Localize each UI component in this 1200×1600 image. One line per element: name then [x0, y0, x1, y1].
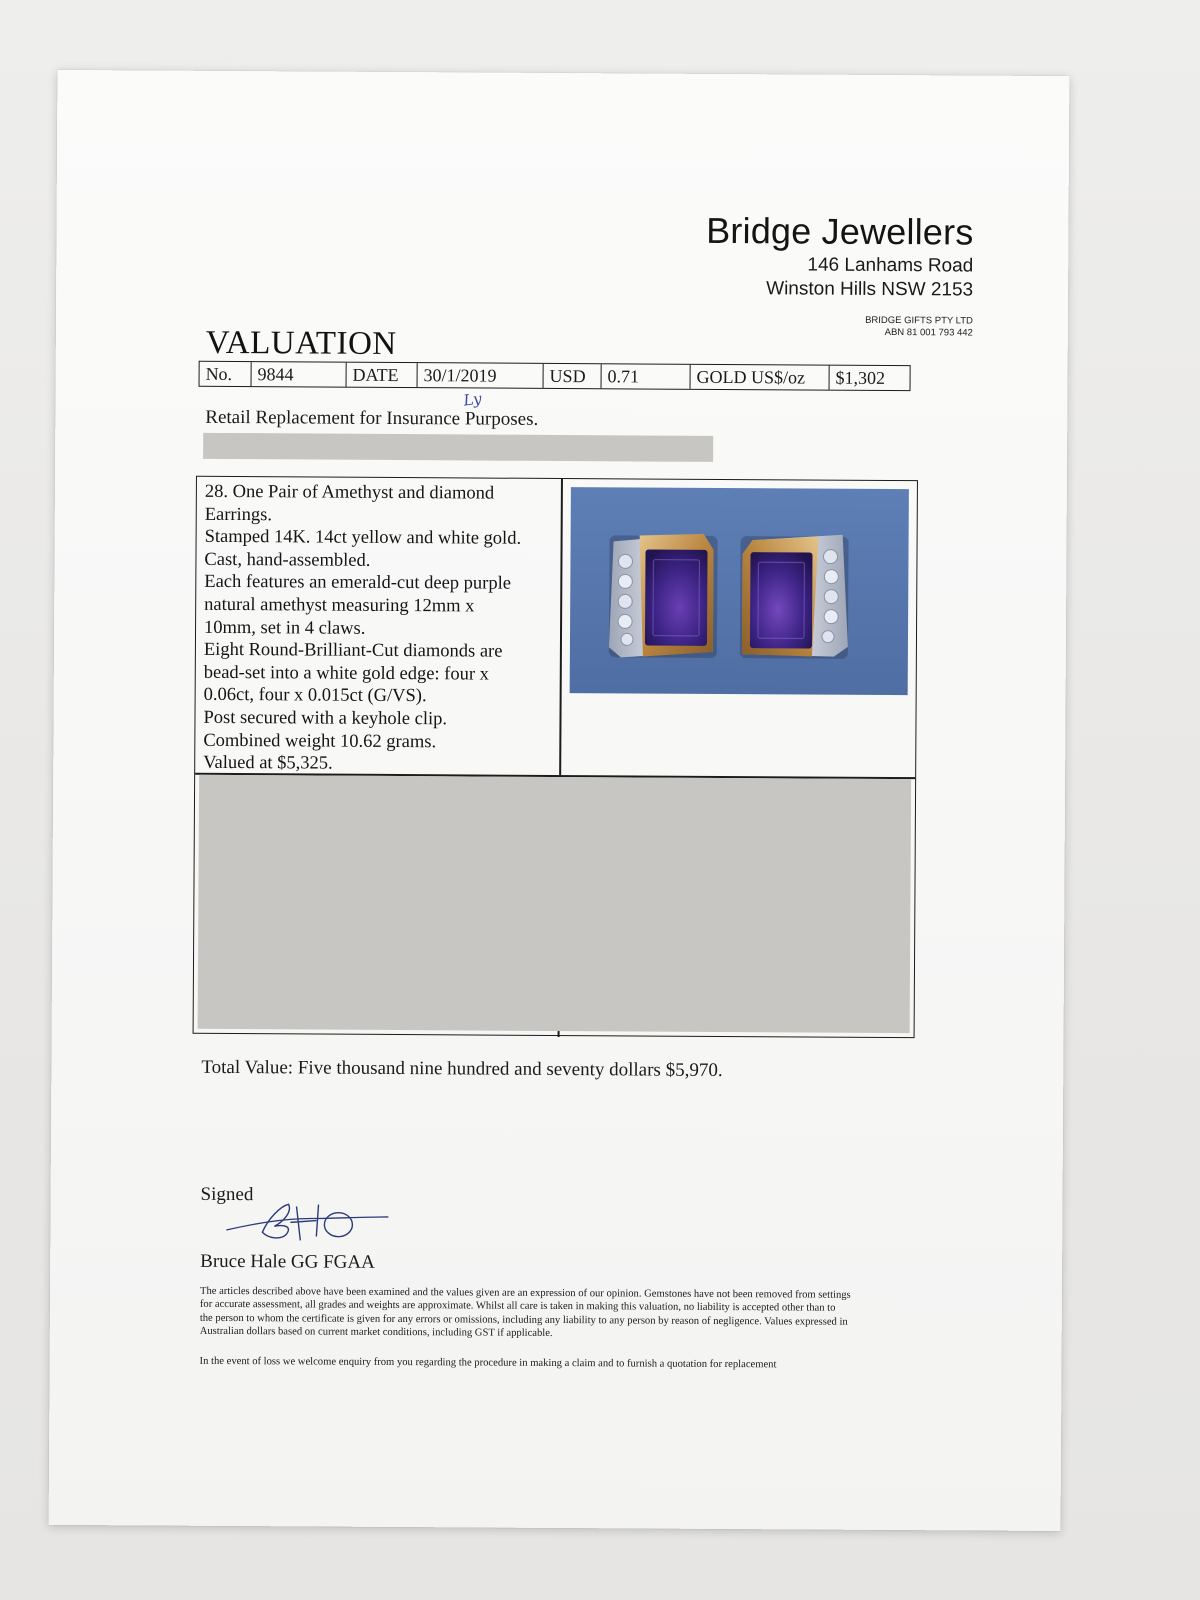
description-line: Post secured with a keyhole clip.: [203, 707, 448, 730]
handwritten-initials: Ly: [462, 389, 483, 410]
signer-name: Bruce Hale GG FGAA: [200, 1250, 375, 1273]
valuation-sheet: [49, 70, 1070, 1531]
loss-note: In the event of loss we welcome enquiry from you regarding the procedure in making a claim and to furnish a quotation for replacement: [199, 1355, 777, 1371]
description-line: natural amethyst measuring 12mm x: [204, 594, 475, 617]
description-line: Eight Round-Brilliant-Cut diamonds are: [203, 639, 503, 662]
right-earring-image: [738, 530, 854, 664]
gold-price-label: GOLD US$/oz: [691, 365, 830, 390]
description-line: Valued at $5,325.: [203, 752, 333, 774]
valuation-header-row: [199, 361, 911, 391]
gold-price-value: $1,302: [835, 367, 886, 388]
redaction-bar: [203, 433, 713, 462]
number-value: 9844: [252, 362, 347, 387]
description-line: 0.06ct, four x 0.015ct (G/VS).: [203, 685, 427, 707]
signed-label: Signed: [200, 1183, 254, 1206]
disclaimer-line: Australian dollars based on current market conditions, including GST if applicable.: [199, 1326, 553, 1340]
disclaimer: [200, 1285, 900, 1343]
description-line: 10mm, set in 4 claws.: [203, 617, 366, 639]
document-title: VALUATION: [205, 324, 397, 362]
description-line: bead-set into a white gold edge: four x: [203, 662, 489, 685]
usd-value: 0.71: [602, 364, 691, 389]
company-name: Bridge Jewellers: [706, 209, 974, 253]
address-line-2: Winston Hills NSW 2153: [766, 278, 974, 301]
earrings-photo: [570, 487, 909, 695]
left-earring-image: [603, 529, 719, 663]
company-abn: ABN 81 001 793 442: [884, 326, 973, 339]
description-line: Cast, hand-assembled.: [204, 549, 371, 571]
date-label: DATE: [347, 363, 418, 387]
description-line: 28. One Pair of Amethyst and diamond: [204, 481, 495, 504]
description-line: Combined weight 10.62 grams.: [203, 730, 437, 752]
address-line-1: 146 Lanhams Road: [807, 254, 974, 277]
valuation-purpose: Retail Replacement for Insurance Purposes.: [205, 406, 539, 430]
company-legal-name: BRIDGE GIFTS PTY LTD: [865, 314, 973, 327]
description-line: Stamped 14K. 14ct yellow and white gold.: [204, 527, 522, 549]
description-line: Earrings.: [204, 504, 273, 525]
usd-label: USD: [544, 364, 602, 388]
number-label: No.: [200, 362, 252, 386]
item-description: [203, 481, 557, 777]
date-value: 30/1/2019: [418, 363, 544, 388]
disclaimer-line: the person to whom the certificate is given for any errors or omissions, including any liability to any person by reason of negligence. Values expressed in: [199, 1312, 848, 1328]
disclaimer-line: The articles described above have been examined and the values given are an expression of our opinion. Gemstones have not been removed from settings: [199, 1285, 851, 1301]
redaction-block: [198, 775, 912, 1033]
description-line: Each features an emerald-cut deep purple: [204, 572, 512, 595]
total-value: Total Value: Five thousand nine hundred and seventy dollars $5,970.: [201, 1056, 723, 1082]
column-divider: [559, 479, 562, 775]
disclaimer-line: for accurate assessment, all grades and weights are approximate. Whilst all care is taken in making this valuation, no liability is accepted other than to: [199, 1299, 836, 1315]
handwritten-signature: [222, 1196, 392, 1249]
